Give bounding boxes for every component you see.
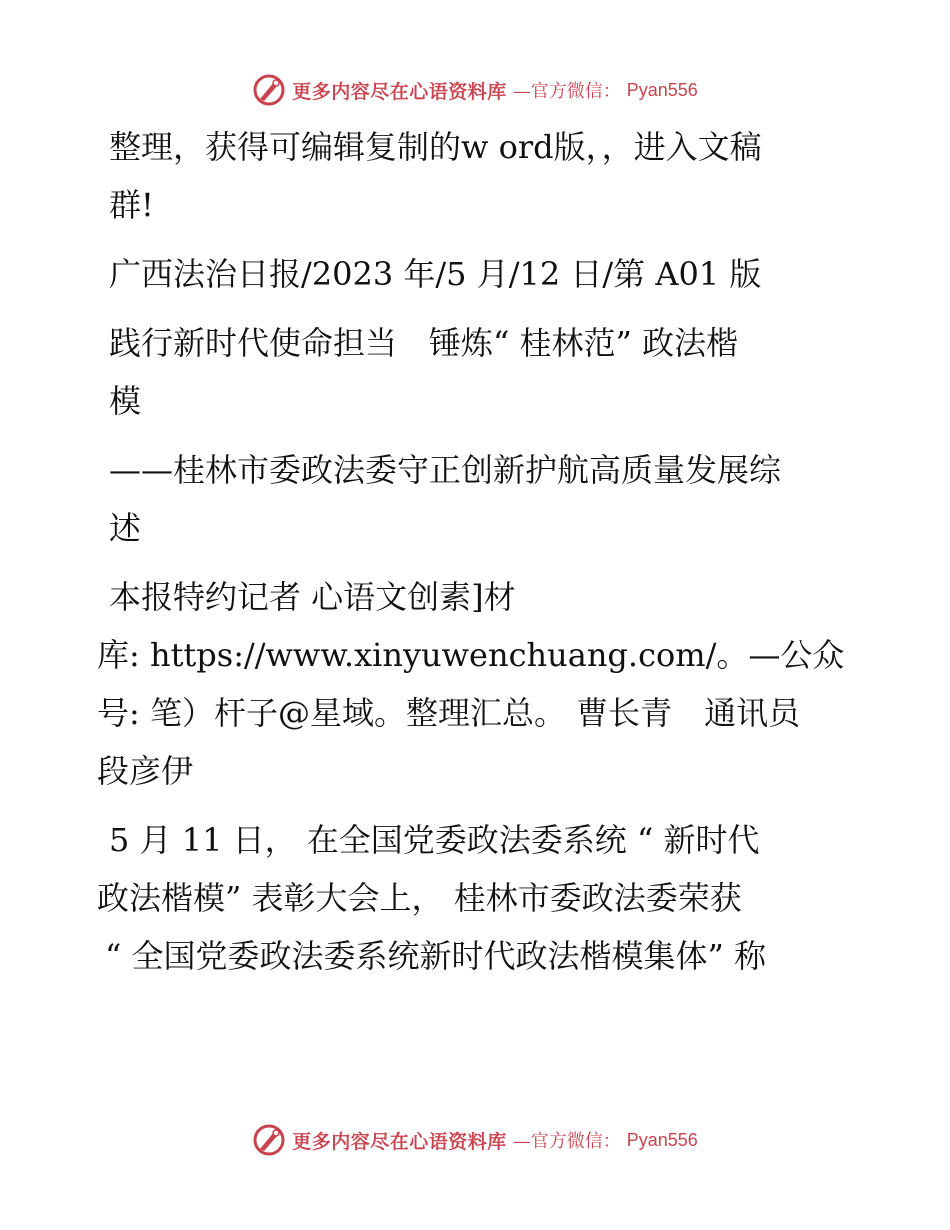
banner-wechat-id: Pyan556 <box>626 1129 698 1150</box>
paragraph-subheadline <box>97 441 857 557</box>
text-line: ——桂林市委政法委守正创新护航高质量发展综 <box>109 451 782 489</box>
pen-logo-icon <box>252 73 286 107</box>
banner-wechat-id: Pyan556 <box>626 79 698 100</box>
text-line: 段彦伊 <box>97 752 194 790</box>
banner-side-text: —官方微信： <box>512 1131 621 1152</box>
banner-side-text: —官方微信： <box>512 81 621 102</box>
text-line: 践行新时代使命担当 锤炼“ 桂林范” 政法楷 <box>109 324 739 362</box>
text-line: 号: 笔）杆子@星域。整理汇总。 曹长青 通讯员 <box>97 694 801 732</box>
paragraph-lead <box>97 811 857 985</box>
text-line: 述 <box>109 509 142 547</box>
text-line: 本报特约记者 心语文创素]材 <box>109 578 516 616</box>
banner-main-text: 更多内容尽在心语资料库 <box>292 1130 507 1153</box>
text-line: 政法楷模” 表彰大会上， 桂林市委政法委荣获 <box>97 879 742 917</box>
header-watermark-banner <box>0 70 950 110</box>
text-line: 5 月 11 日， 在全国党委政法委系统 “ 新时代 <box>109 821 760 859</box>
paragraph-byline <box>97 568 857 800</box>
article-body <box>97 118 857 985</box>
text-line: 整理，获得可编辑复制的w ord版，，进入文稿 <box>109 128 762 166</box>
footer-watermark-banner <box>0 1120 950 1160</box>
banner-main-text: 更多内容尽在心语资料库 <box>292 80 507 103</box>
pen-logo-icon <box>252 1123 286 1157</box>
text-line: 库: https://www.xinyuwenchuang.com/。—公众 <box>97 636 845 674</box>
text-line: “ 全国党委政法委系统新时代政法楷模集体” 称 <box>105 937 767 975</box>
paragraph-intro <box>97 118 857 234</box>
text-line: 模 <box>109 382 142 420</box>
text-line: 广西法治日报/2023 年/5 月/12 日/第 A01 版 <box>109 255 762 293</box>
paragraph-source <box>97 245 857 303</box>
paragraph-headline <box>97 314 857 430</box>
text-line: 群! <box>109 186 154 224</box>
